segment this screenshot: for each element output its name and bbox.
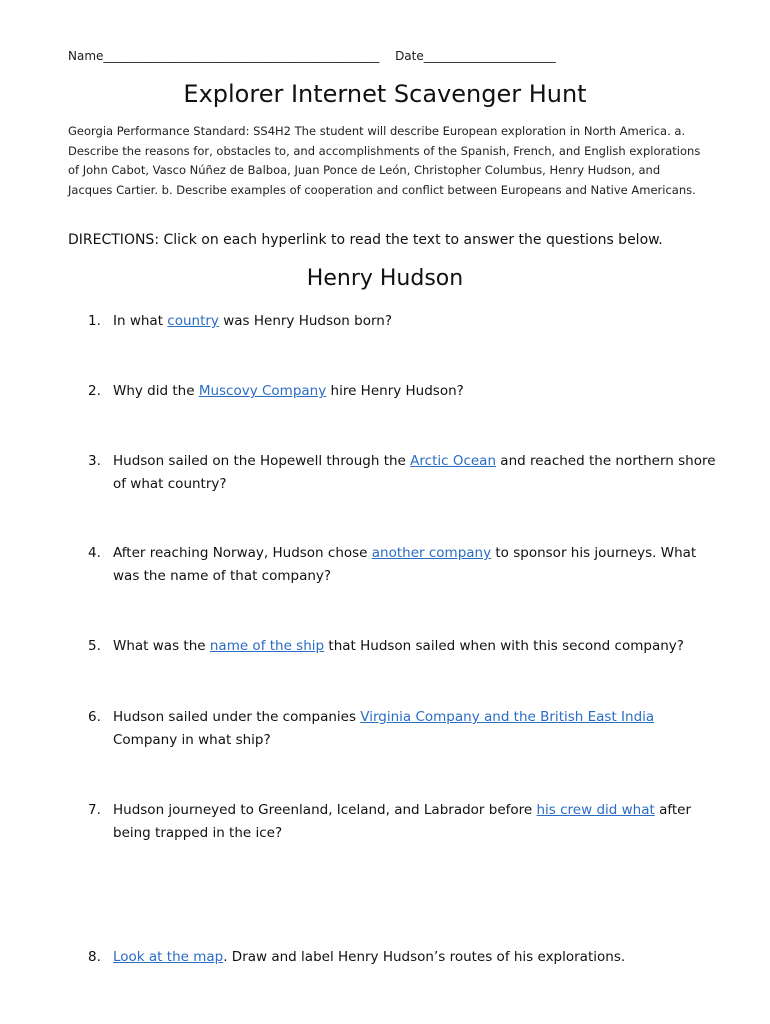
muscovy-company-link[interactable]: Muscovy Company <box>198 383 327 399</box>
question-5 <box>88 635 718 658</box>
date-blank: ______________________ <box>423 49 556 63</box>
question-number: 8. <box>88 949 101 965</box>
question-text-before: Hudson sailed on the Hopewell through the <box>113 453 411 469</box>
question-text-after: to sponsor his journeys. What was the name of that company? <box>113 545 697 584</box>
question-text-after: and reached the northern shore of what country? <box>113 453 716 492</box>
standard-text: Georgia Performance Standard: SS4H2 The student will describe European exploration in North America. a. Describe the reasons for, obstacles to, and accomplishments of the Spanish, French, and English explorations of John Cabot, Vasco Núñez de Balboa, Juan Ponce de León, Christopher Columbus, Henry Hudson, and Jacques Cartier. b. Describe examples of cooperation and conflict between Europeans and Native Americans. <box>68 124 701 197</box>
question-text-after: Company in what ship? <box>113 732 271 748</box>
question-3 <box>88 450 718 496</box>
question-number: 5. <box>88 638 101 654</box>
crew-link[interactable]: his crew did what <box>536 802 655 818</box>
question-7 <box>88 799 718 845</box>
question-number: 1. <box>88 313 101 329</box>
question-8 <box>88 946 718 969</box>
arctic-ocean-link[interactable]: Arctic Ocean <box>410 453 497 469</box>
question-number: 4. <box>88 545 101 561</box>
question-text-after: hire Henry Hudson? <box>326 383 464 399</box>
question-4 <box>88 542 718 588</box>
question-number: 6. <box>88 709 101 725</box>
question-6 <box>88 706 718 752</box>
date-label: Date <box>395 49 424 63</box>
question-text-after: after being trapped in the ice? <box>113 802 692 841</box>
name-blank: ______________________________________________ <box>103 49 380 63</box>
question-number: 7. <box>88 802 101 818</box>
page-title: Explorer Internet Scavenger Hunt <box>183 80 587 108</box>
directions-text: DIRECTIONS: Click on each hyperlink to read the text to answer the questions below. <box>68 232 663 248</box>
question-text-before: After reaching Norway, Hudson chose <box>113 545 372 561</box>
question-text-after: . Draw and label Henry Hudson’s routes of his explorations. <box>223 949 626 965</box>
question-text-before: Hudson sailed under the companies <box>113 709 361 725</box>
question-text-before: Why did the <box>113 383 199 399</box>
section-title: Henry Hudson <box>306 266 464 291</box>
country-link[interactable]: country <box>167 313 219 329</box>
ship-name-link[interactable]: name of the ship <box>209 638 325 654</box>
name-date-header <box>68 49 703 63</box>
name-label: Name <box>68 49 104 63</box>
question-1 <box>88 310 718 333</box>
question-text-before: Hudson journeyed to Greenland, Iceland, and Labrador before <box>113 802 537 818</box>
question-text-before: What was the <box>113 638 210 654</box>
question-text-before: In what <box>113 313 168 329</box>
another-company-link[interactable]: another company <box>371 545 492 561</box>
virginia-company-link[interactable]: Virginia Company and the British East India <box>360 709 655 725</box>
map-link[interactable]: Look at the map <box>113 949 224 965</box>
question-2 <box>88 380 718 403</box>
question-number: 3. <box>88 453 101 469</box>
question-number: 2. <box>88 383 101 399</box>
question-text-after: was Henry Hudson born? <box>218 313 392 329</box>
question-text-after: that Hudson sailed when with this second company? <box>324 638 684 654</box>
